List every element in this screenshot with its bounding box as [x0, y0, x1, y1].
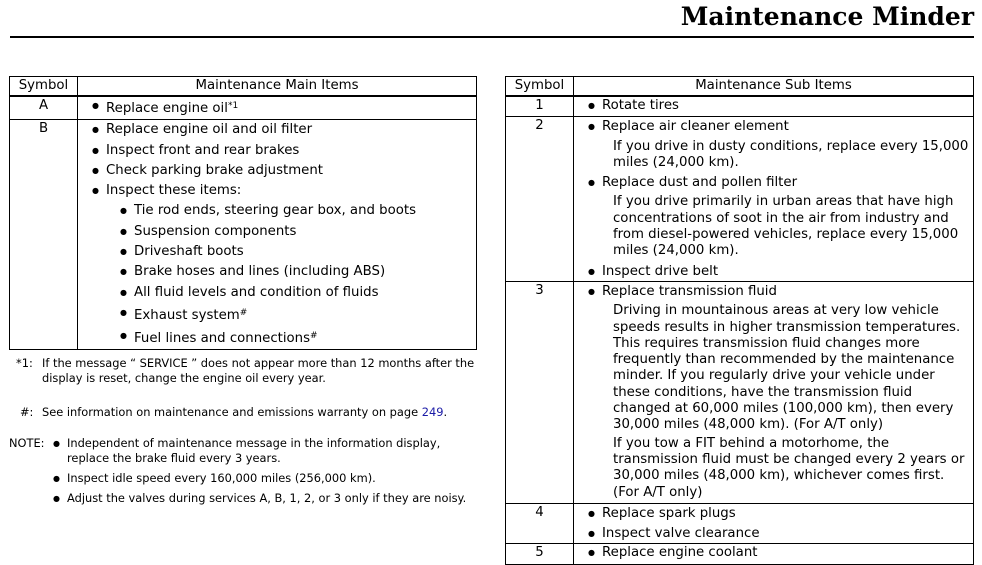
- sub-list-item: ● Exhaust system#: [120, 305, 476, 324]
- main-items-header: Maintenance Main Items: [78, 77, 477, 97]
- sub-list-item: ● Fuel lines and connections#: [120, 328, 476, 347]
- items-cell: [574, 503, 974, 544]
- list-item: ● Replace dust and pollen filter If you drive primarily in urban areas that have high concentrations of soot in the air from industry and from diesel-powered vehicles, replace every 15,000 miles (24,000 km).: [588, 175, 973, 259]
- symbol-cell: 1: [506, 96, 574, 117]
- items-cell: [78, 96, 477, 120]
- symbol-cell: 5: [506, 544, 574, 564]
- main-items-table: [9, 76, 477, 350]
- list-item: ● Inspect drive belt: [588, 264, 973, 280]
- symbol-cell: B: [10, 120, 78, 349]
- footnote-2: [9, 405, 479, 420]
- footnote-text: If the message “ SERVICE ” does not appear more than 12 months after the display is reset, change the engine oil every year.: [42, 356, 475, 385]
- list-item: ● Replace engine oil$^{*1}$: [92, 98, 476, 117]
- footnote-mark: *1:: [16, 356, 33, 370]
- list-item: ● Inspect valve clearance: [588, 526, 973, 542]
- item-description: If you drive in dusty conditions, replace every 15,000 miles (24,000 km).: [613, 138, 969, 170]
- symbol-cell: A: [10, 96, 78, 120]
- note-label: NOTE:: [9, 436, 45, 450]
- list-item: ● Check parking brake adjustment: [92, 163, 476, 179]
- symbol-cell: 2: [506, 117, 574, 282]
- list-item: ● Inspect these items: ● Tie rod ends, steering gear box, and boots ● Suspension components ● Driveshaft boots ● Brake hoses and lines (including ABS) ● All fluid levels and condition of fluids ● Exhaust system# ● Fuel lines and connections#: [92, 183, 476, 347]
- table-row: [506, 544, 974, 564]
- sub-list-item: ● All fluid levels and condition of fluids: [120, 285, 476, 301]
- list-item: ● Replace spark plugs: [588, 506, 973, 522]
- note-item: ● Independent of maintenance message in the information display, replace the brake fluid every 3 years.: [67, 436, 479, 466]
- list-item: ● Replace transmission fluid Driving in mountainous areas at very low vehicle speeds results in higher transmission temperatures. This requires transmission fluid changes more frequently than recommended by the maintenance minder. If you regularly drive your vehicle under these conditions, have the transmission fluid changed at 60,000 miles (100,000 km), then every 30,000 miles (48,000 km). (For A/T only) If you tow a FIT behind a motorhome, the transmission fluid must be changed every 2 years or 30,000 miles (48,000 km), whichever comes first. (For A/T only): [588, 284, 973, 501]
- sub-list-item: ● Driveshaft boots: [120, 244, 476, 260]
- items-cell: [574, 96, 974, 117]
- note-item: ● Inspect idle speed every 160,000 miles (256,000 km).: [67, 471, 479, 486]
- sub-symbol-header: Symbol: [506, 77, 574, 97]
- sub-list-item: ● Suspension components: [120, 224, 476, 240]
- item-description: If you tow a FIT behind a motorhome, the transmission fluid must be changed every 2 years or 30,000 miles (48,000 km), whichever comes first. (For A/T only): [613, 435, 965, 500]
- items-cell: [574, 117, 974, 282]
- page-title: Maintenance Minder: [680, 2, 974, 31]
- sub-items-header: Maintenance Sub Items: [574, 77, 974, 97]
- list-item: ● Inspect front and rear brakes: [92, 143, 476, 159]
- table-row: [10, 120, 477, 349]
- list-item: ● Replace air cleaner element If you drive in dusty conditions, replace every 15,000 miles (24,000 km).: [588, 119, 973, 171]
- sub-list-item: ● Brake hoses and lines (including ABS): [120, 264, 476, 280]
- table-row: [506, 281, 974, 503]
- symbol-cell: 4: [506, 503, 574, 544]
- list-item: ● Rotate tires: [588, 98, 973, 114]
- table-row: [506, 503, 974, 544]
- sub-items-table: [505, 76, 974, 565]
- sub-list-item: ● Tie rod ends, steering gear box, and boots: [120, 203, 476, 219]
- main-symbol-header: Symbol: [10, 77, 78, 97]
- items-cell: [574, 544, 974, 564]
- title-rule: [10, 36, 974, 38]
- table-row: [10, 96, 477, 120]
- footnote-text: See information on maintenance and emissions warranty on page 249.: [42, 405, 448, 419]
- items-cell: [574, 281, 974, 503]
- item-description: Driving in mountainous areas at very low vehicle speeds results in higher transmission temperatures. This requires transmission fluid changes more frequently than recommended by the maintenance minder. If you regularly drive your vehicle under these conditions, have the transmission fluid changed at 60,000 miles (100,000 km), then every 30,000 miles (48,000 km). (For A/T only): [613, 303, 961, 433]
- notes-block: [9, 436, 479, 511]
- item-description: If you drive primarily in urban areas that have high concentrations of soot in the air from industry and from diesel-powered vehicles, replace every 15,000 miles (24,000 km).: [613, 194, 959, 259]
- list-item: ● Replace engine oil and oil filter: [92, 122, 476, 138]
- note-item: ● Adjust the valves during services A, B, 1, 2, or 3 only if they are noisy.: [67, 491, 479, 506]
- list-item: ● Replace engine coolant: [588, 545, 973, 561]
- table-row: [506, 117, 974, 282]
- footnote-mark: #:: [20, 405, 34, 419]
- page-link[interactable]: 249: [421, 405, 444, 419]
- table-row: [506, 96, 974, 117]
- footnote-1: [9, 356, 479, 386]
- symbol-cell: 3: [506, 281, 574, 503]
- items-cell: [78, 120, 477, 349]
